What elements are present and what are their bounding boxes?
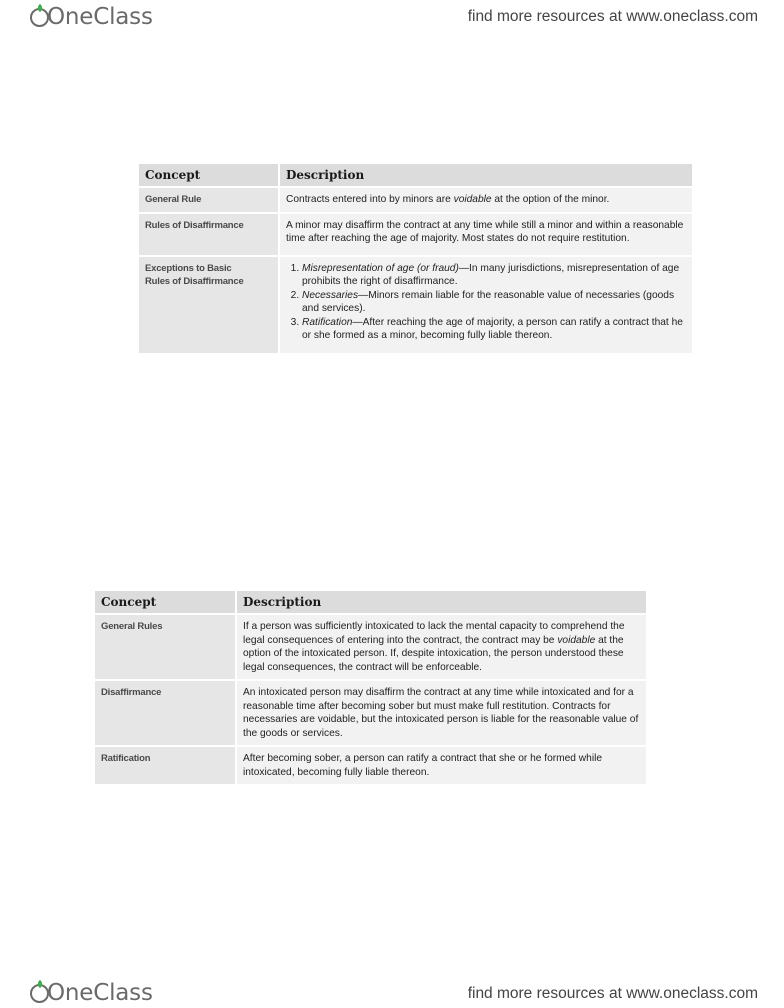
exception-term: Misrepresentation of age (or fraud)	[302, 262, 459, 274]
description-header: Description	[236, 591, 646, 614]
exception-term: Necessaries	[302, 289, 359, 301]
logo-text: OneClass	[47, 980, 153, 1006]
resources-link[interactable]: find more resources at www.oneclass.com	[467, 8, 758, 25]
concept-header: Concept	[95, 591, 236, 614]
list-item	[302, 262, 686, 289]
concept-cell: Disaffirmance	[95, 680, 236, 746]
table-row	[95, 746, 646, 784]
table-row	[139, 187, 692, 213]
intoxication-contract-table	[95, 591, 646, 784]
list-item	[302, 316, 686, 343]
table-row	[139, 213, 692, 256]
oneclass-logo-icon	[30, 8, 49, 27]
description-text: If a person was sufficiently intoxicated to lack the mental capacity to comprehend the legal consequences of entering into the contract, the contract may be	[243, 621, 625, 646]
resources-link[interactable]: find more resources at www.oneclass.com	[467, 985, 758, 1002]
concept-cell: General Rule	[139, 187, 279, 213]
logo-text: OneClass	[47, 4, 153, 30]
emphasis-text: voidable	[453, 194, 492, 205]
exception-text: —In many jurisdictions, misrepresentation of age prohibits the right of disaffirmance.	[302, 262, 680, 287]
description-text: at the option of the intoxicated person. If, despite intoxication, the person understood these legal consequences, the contract will be enforceable.	[243, 634, 624, 673]
exception-text: —After reaching the age of majority, a person can ratify a contract that he or she formed as a minor, becoming fully liable thereon.	[302, 316, 683, 341]
exceptions-list	[286, 262, 686, 343]
minors-contract-table	[139, 164, 692, 353]
description-text: at the option of the minor.	[491, 194, 610, 205]
exception-text: —Minors remain liable for the reasonable value of necessaries (goods and services).	[302, 289, 675, 314]
description-cell	[279, 187, 692, 213]
table-header-row	[95, 591, 646, 614]
description-header: Description	[279, 164, 692, 187]
description-cell: An intoxicated person may disaffirm the contract at any time while intoxicated and for a reasonable time after becoming sober but must make full restitution. Contracts for necessaries are voidable, but the intoxicated person is liable for the reasonable value of the goods or services.	[236, 680, 646, 746]
concept-cell: General Rules	[95, 614, 236, 680]
table-row	[139, 256, 692, 353]
oneclass-logo-icon	[30, 984, 49, 1003]
description-text: Contracts entered into by minors are	[286, 194, 454, 205]
emphasis-text: voidable	[557, 634, 596, 646]
list-item	[302, 289, 686, 316]
description-cell	[236, 614, 646, 680]
table-row	[95, 680, 646, 746]
oneclass-logo[interactable]	[30, 980, 153, 1006]
description-cell: After becoming sober, a person can ratify a contract that she or he formed while intoxicated, becoming fully liable thereon.	[236, 746, 646, 784]
concept-cell: Exceptions to Basic Rules of Disaffirmance	[139, 256, 279, 353]
description-cell: A minor may disaffirm the contract at any time while still a minor and within a reasonable time after reaching the age of majority. Most states do not require restitution.	[279, 213, 692, 256]
concept-cell: Ratification	[95, 746, 236, 784]
exception-term: Ratification	[302, 316, 353, 328]
oneclass-logo[interactable]	[30, 4, 153, 30]
concept-cell: Rules of Disaffirmance	[139, 213, 279, 256]
table-header-row	[139, 164, 692, 187]
description-cell	[279, 256, 692, 353]
concept-header: Concept	[139, 164, 279, 187]
table-row	[95, 614, 646, 680]
